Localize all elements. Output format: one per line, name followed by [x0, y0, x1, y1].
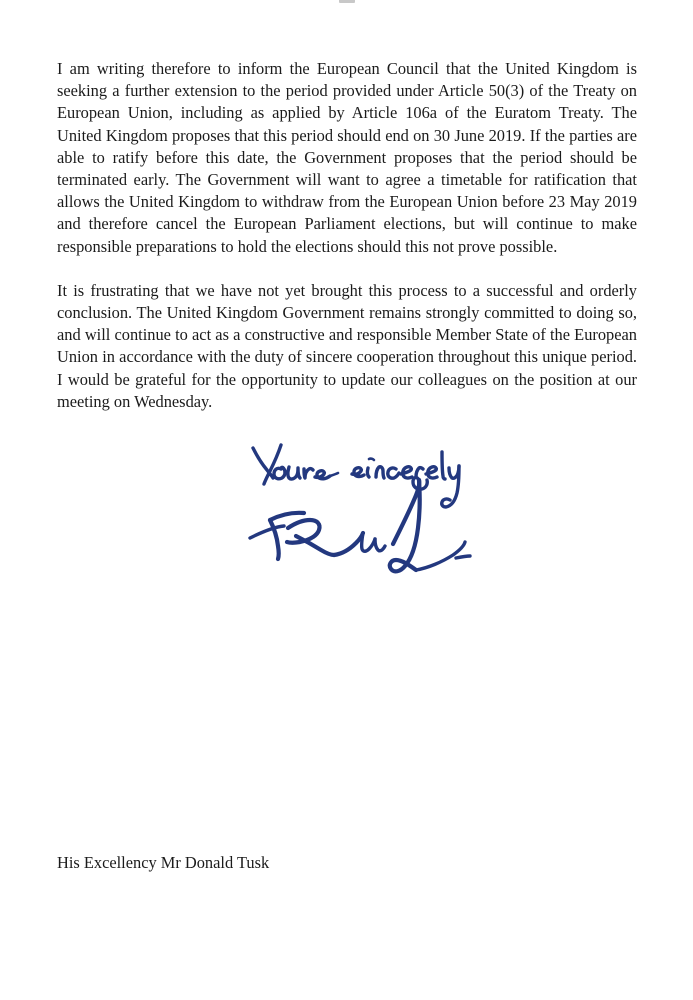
- body-paragraph-2: It is frustrating that we have not yet brought this process to a successful and orderly conclusion. The United Kingdom Government remains strongly committed to doing so, and will continue to act as a constructive and responsible Member State of the European Union in accordance with the duty of sincere cooperation throughout this unique period. I would be grateful for the opportunity to update our colleagues on the position at our meeting on Wednesday.: [57, 280, 637, 411]
- handwritten-salutation-strokes: [253, 445, 459, 507]
- letter-body: [57, 58, 637, 413]
- scan-edge-artifact: [339, 0, 355, 3]
- signature-block: [248, 432, 498, 587]
- body-paragraph-1: I am writing therefore to inform the European Council that the United Kingdom is seeking a further extension to the period provided under Article 50(3) of the Treaty on European Union, including as applied by Article 106a of the Euratom Treaty. The United Kingdom proposes that this period should end on 30 June 2019. If the parties are able to ratify before this date, the Government proposes that the period should be terminated early. The Government will want to agree a timetable for ratification that allows the United Kingdom to withdraw from the European Union before 23 May 2019 and therefore cancel the European Parliament elections, but will continue to make responsible preparations to hold the elections should this not prove possible.: [57, 59, 637, 256]
- handwritten-signature-image: [248, 432, 498, 587]
- handwritten-name-strokes: [250, 478, 470, 572]
- addressee-line: His Excellency Mr Donald Tusk: [57, 853, 270, 872]
